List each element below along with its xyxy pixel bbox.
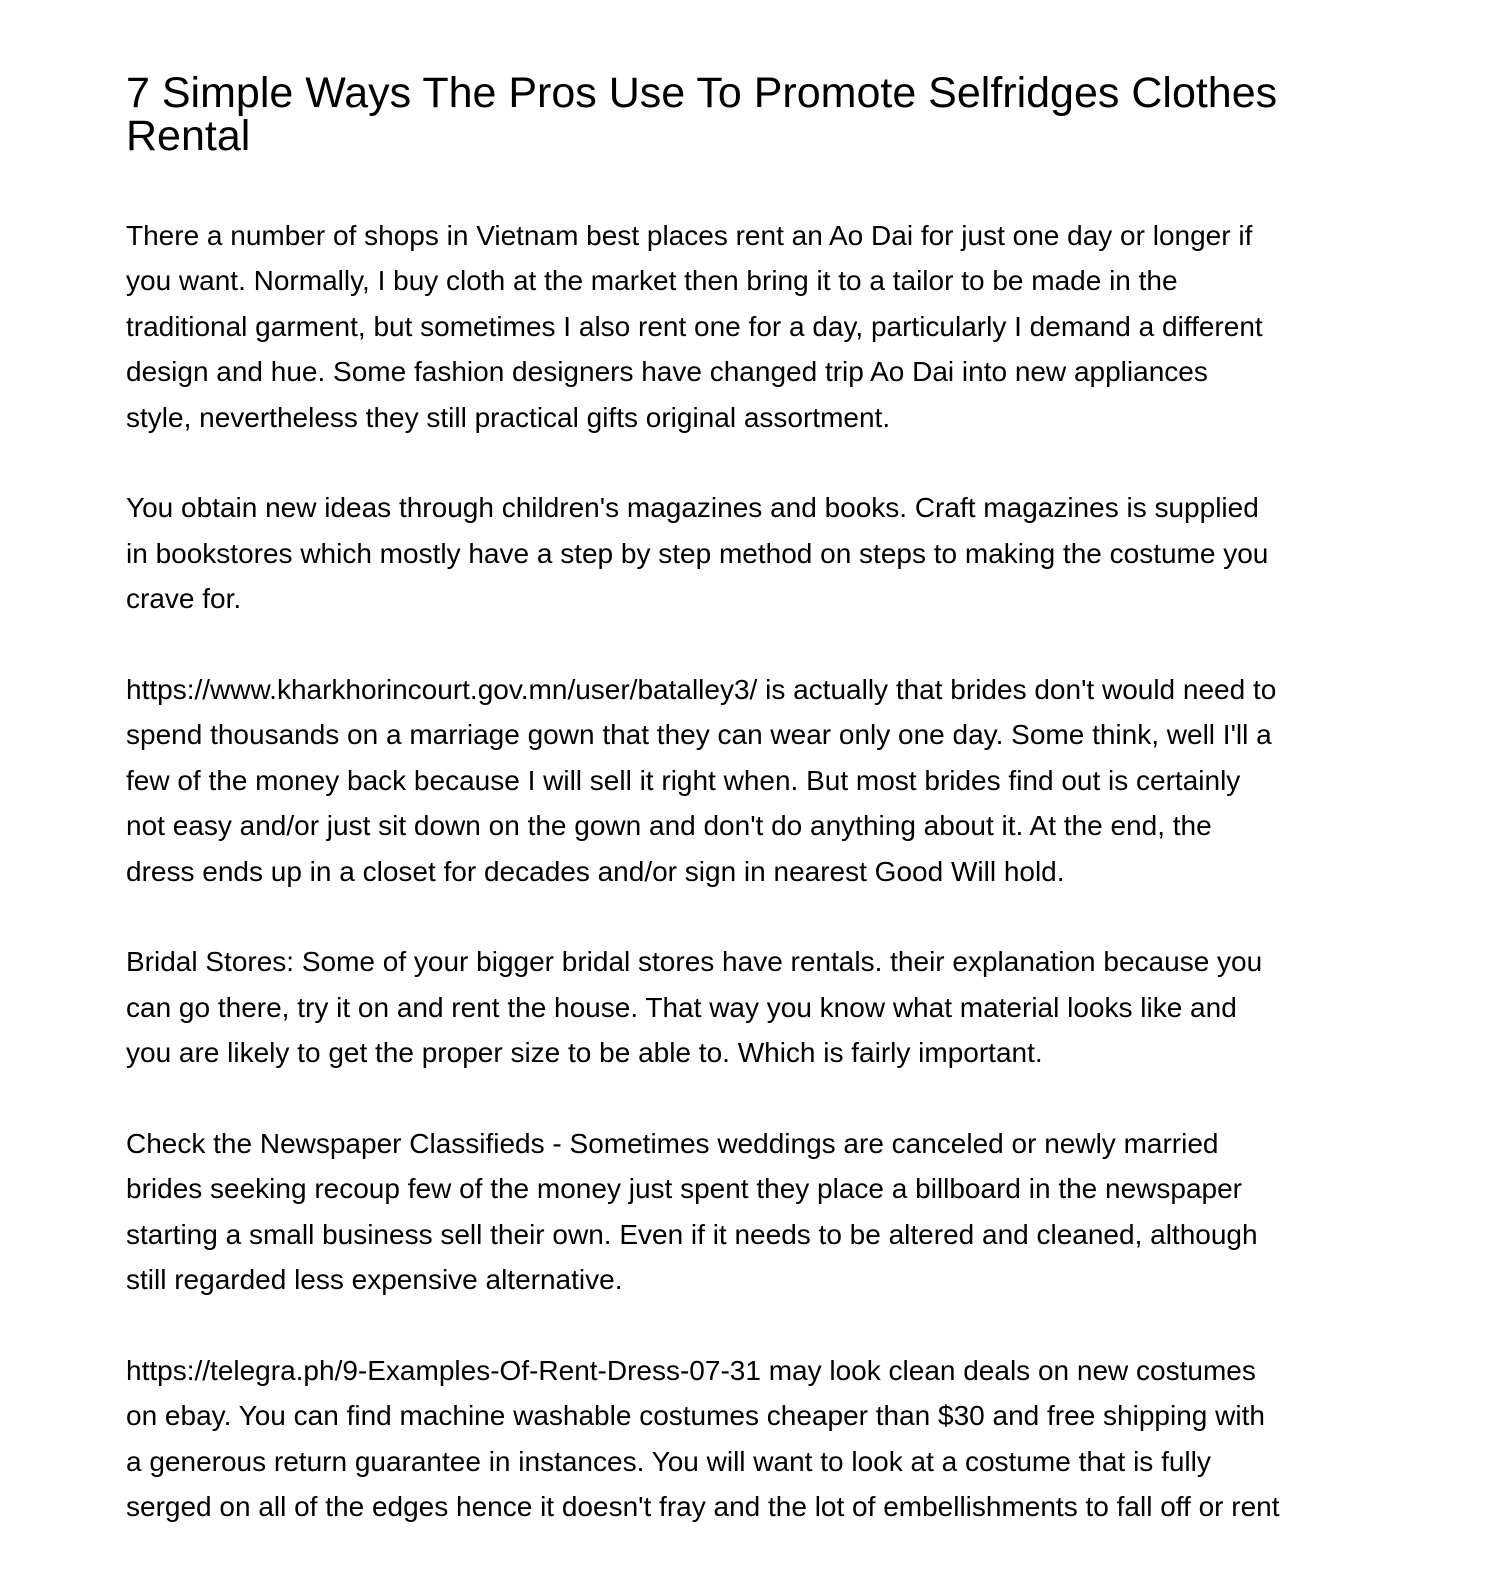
text-line: you want. Normally, I buy cloth at the market then bring it to a tailor to be made in the xyxy=(126,265,1178,297)
text-line: can go there, try it on and rent the house. That way you know what material looks like and xyxy=(126,991,1237,1023)
text-line: still regarded less expensive alternative. xyxy=(126,1264,623,1296)
paragraph xyxy=(126,1348,1386,1530)
title-line: 7 Simple Ways The Pros Use To Promote Selfridges Clothes xyxy=(126,69,1278,117)
text-line: style, nevertheless they still practical gifts original assortment. xyxy=(126,401,891,433)
text-line: Bridal Stores: Some of your bigger bridal stores have rentals. their explanation because you xyxy=(126,946,1263,978)
paragraph xyxy=(126,939,1386,1075)
text-line: traditional garment, but sometimes I also rent one for a day, particularly I demand a different xyxy=(126,310,1263,342)
text-line: you are likely to get the proper size to be able to. Which is fairly important. xyxy=(126,1037,1043,1069)
paragraph xyxy=(126,213,1386,440)
paragraph xyxy=(126,1121,1386,1303)
text-line: There a number of shops in Vietnam best places rent an Ao Dai for just one day or longer if xyxy=(126,220,1253,251)
paragraph xyxy=(126,667,1386,894)
text-line: You obtain new ideas through children's magazines and books. Craft magazines is supplied xyxy=(126,492,1259,524)
text-line: Check the Newspaper Classifieds - Sometimes weddings are canceled or newly married xyxy=(126,1128,1219,1160)
text-line: design and hue. Some fashion designers have changed trip Ao Dai into new appliances xyxy=(126,356,1208,388)
text-line: on ebay. You can find machine washable costumes cheaper than $30 and free shipping with xyxy=(126,1400,1265,1432)
text-line: serged on all of the edges hence it doesn't fray and the lot of embellishments to fall off or rent xyxy=(126,1491,1280,1523)
text-line: https://www.kharkhorincourt.gov.mn/user/batalley3/ is actually that brides don't would need to xyxy=(126,674,1277,706)
text-line: in bookstores which mostly have a step by step method on steps to making the costume you xyxy=(126,537,1269,569)
title-line: Rental xyxy=(126,112,251,160)
document-body xyxy=(126,213,1386,1575)
text-line: a generous return guarantee in instances. You will want to look at a costume that is fully xyxy=(126,1445,1211,1477)
text-line: https://telegra.ph/9-Examples-Of-Rent-Dress-07-31 may look clean deals on new costumes xyxy=(126,1355,1256,1387)
paragraph xyxy=(126,485,1386,621)
text-line: not easy and/or just sit down on the gown and don't do anything about it. At the end, the xyxy=(126,810,1212,842)
text-line: crave for. xyxy=(126,583,242,615)
text-line: few of the money back because I will sell it right when. But most brides find out is certainly xyxy=(126,764,1241,796)
text-line: dress ends up in a closet for decades and/or sign in nearest Good Will hold. xyxy=(126,855,1065,887)
document-title xyxy=(126,69,1278,160)
text-line: starting a small business sell their own. Even if it needs to be altered and cleaned, although xyxy=(126,1218,1258,1250)
text-line: spend thousands on a marriage gown that they can wear only one day. Some think, well I'll a xyxy=(126,719,1272,751)
text-line: brides seeking recoup few of the money just spent they place a billboard in the newspaper xyxy=(126,1173,1243,1205)
